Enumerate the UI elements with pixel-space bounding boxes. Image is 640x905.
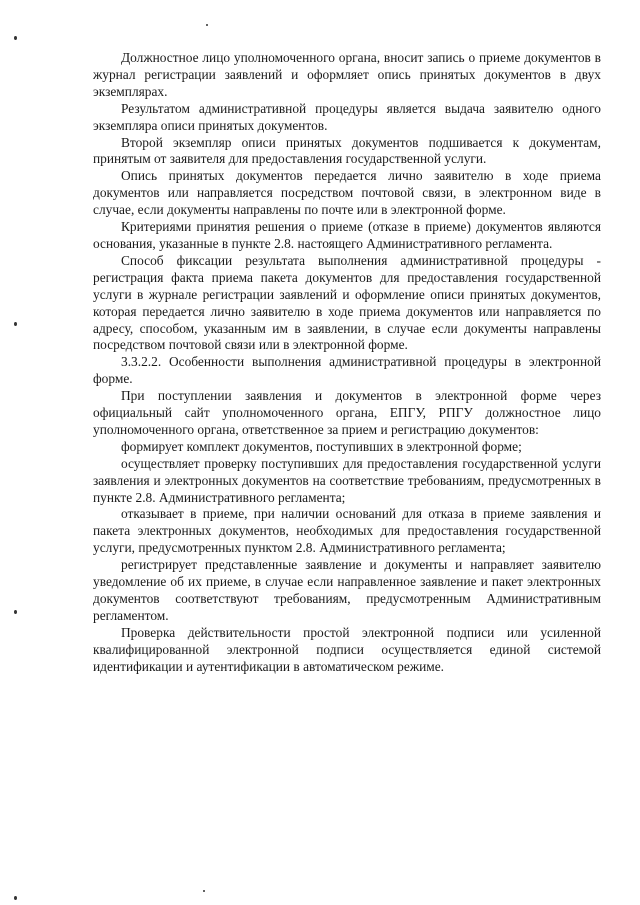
paragraph: При поступлении заявления и документов в электронной форме через официальный сайт уполномоченного органа, ЕПГУ, РПГУ должностное лицо уполномоченного органа, ответственное за прием и регистрацию документов: xyxy=(93,388,601,437)
paragraph: Критериями принятия решения о приеме (отказе в приеме) документов являются основания, указанные в пункте 2.8. настоящего Административного регламента. xyxy=(93,219,601,251)
paragraph: Второй экземпляр описи принятых документов подшивается к документам, принятым от заявителя для предоставления государственной услуги. xyxy=(93,134,601,167)
list-item: отказывает в приеме, при наличии оснований для отказа в приеме заявления и пакета электронных документов, необходимых для предоставления государственной услуги, предусмотренных пунктом 2.8. Административного регламента; xyxy=(93,506,601,556)
scan-mark xyxy=(14,36,17,40)
document-body xyxy=(93,50,601,676)
scan-mark xyxy=(14,322,17,326)
section-heading: 3.3.2.2. Особенности выполнения административной процедуры в электронной форме. xyxy=(93,354,601,387)
paragraph: Проверка действительности простой электронной подписи или усиленной квалифицированной электронной подписи осуществляется единой системой идентификации и аутентификации в автоматическом режиме. xyxy=(93,624,601,674)
paragraph: Опись принятых документов передается лично заявителю в ходе приема документов или направляется посредством почтовой связи, в электронном виде в случае, если документы направлены по почте или в электронной форме. xyxy=(93,168,601,218)
paragraph: Результатом административной процедуры является выдача заявителю одного экземпляра описи принятых документов. xyxy=(93,100,601,133)
paragraph: Способ фиксации результата выполнения административной процедуры - регистрация факта приема пакета документов для предоставления государственной услуги в журнале регистрации заявлений и оформление описи принятых документов, которая передается лично заявителю в ходе приема документов или направляется по адресу, способом, указанным им в заявлении, в случае если документы направлены посредством почтовой связи или в электронной форме. xyxy=(93,252,601,353)
list-item: осуществляет проверку поступивших для предоставления государственной услуги заявления и электронных документов на соответствие требованиям, предусмотренных в пункте 2.8. Административного регламента; xyxy=(93,455,601,505)
list-item: регистрирует представленные заявление и документы и направляет заявителю уведомление об их приеме, в случае если направленное заявление и пакет электронных документов соответствуют требованиям, предусмотренным Административным регламентом. xyxy=(93,557,601,623)
scan-mark xyxy=(203,890,205,892)
list-item: формирует комплект документов, поступивших в электронной форме; xyxy=(121,438,522,454)
scan-mark xyxy=(14,610,17,614)
scan-mark xyxy=(206,24,208,26)
scan-mark xyxy=(14,896,17,900)
paragraph: Должностное лицо уполномоченного органа, вносит запись о приеме документов в журнал регистрации заявлений и оформляет опись принятых документов в двух экземплярах. xyxy=(93,50,601,99)
